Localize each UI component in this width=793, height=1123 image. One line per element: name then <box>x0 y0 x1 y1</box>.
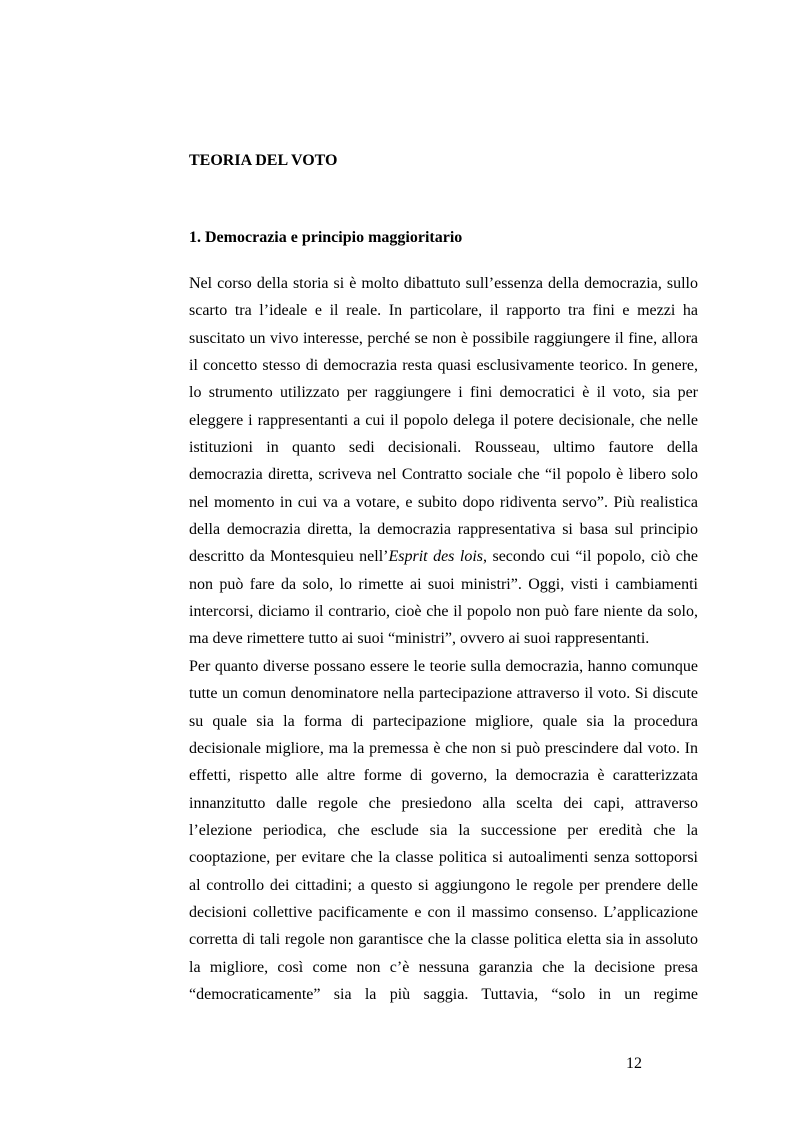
body-text <box>189 270 698 1008</box>
page-number: 12 <box>626 1055 642 1072</box>
paragraph-1 <box>189 270 698 653</box>
paragraph-1-text-a: Nel corso della storia si è molto dibattuto sull’essenza della democrazia, sullo scarto tra l’ideale e il reale. In particolare, il rapporto tra fini e mezzi ha suscitato un vivo interesse, perché se non è possibile raggiungere il fine, allora il concetto stesso di democrazia resta quasi esclusivamente teorico. In genere, lo strumento utilizzato per raggiungere i fini democratici è il voto, sia per eleggere i rappresentanti a cui il popolo delega il potere decisionale, che nelle istituzioni in quanto sedi decisionali. Rousseau, ultimo fautore della democrazia diretta, scriveva nel Contratto sociale che “il popolo è libero solo nel momento in cui va a votare, e subito dopo ridiventa servo”. Più realistica della democrazia diretta, la democrazia rappresentativa si basa sul principio descritto da Montesquieu nell’ <box>189 275 698 566</box>
paragraph-2: Per quanto diverse possano essere le teorie sulla democrazia, hanno comunque tutte un comun denominatore nella partecipazione attraverso il voto. Si discute su quale sia la forma di partecipazione migliore, quale sia la procedura decisionale migliore, ma la premessa è che non si può prescindere dal voto. In effetti, rispetto alle altre forme di governo, la democrazia è caratterizzata innanzitutto dalle regole che presiedono alla scelta dei capi, attraverso l’elezione periodica, che esclude sia la successione per eredità che la cooptazione, per evitare che la classe politica si autoalimenti senza sottoporsi al controllo dei cittadini; a questo si aggiungono le regole per prendere delle decisioni collettive pacificamente e con il massimo consenso. L’applicazione corretta di tali regole non garantisce che la classe politica eletta sia in assoluto la migliore, così come non c’è nessuna garanzia che la decisione presa “democraticamente” sia la più saggia. Tuttavia, “solo in un regime <box>189 657 698 1003</box>
chapter-title: TEORIA DEL VOTO <box>189 152 338 169</box>
italic-book-title: Esprit des lois <box>388 548 483 566</box>
section-heading: 1. Democrazia e principio maggioritario <box>189 229 463 246</box>
paragraph-1-text-b: , secondo cui “il popolo, ciò che non può fare da solo, lo rimette ai suoi ministri”. Oggi, visti i cambiamenti intercorsi, diciamo il contrario, cioè che il popolo non può fare niente da solo, ma deve rimettere tutto ai suoi “ministri”, ovvero ai suoi rappresentanti. <box>189 548 699 648</box>
